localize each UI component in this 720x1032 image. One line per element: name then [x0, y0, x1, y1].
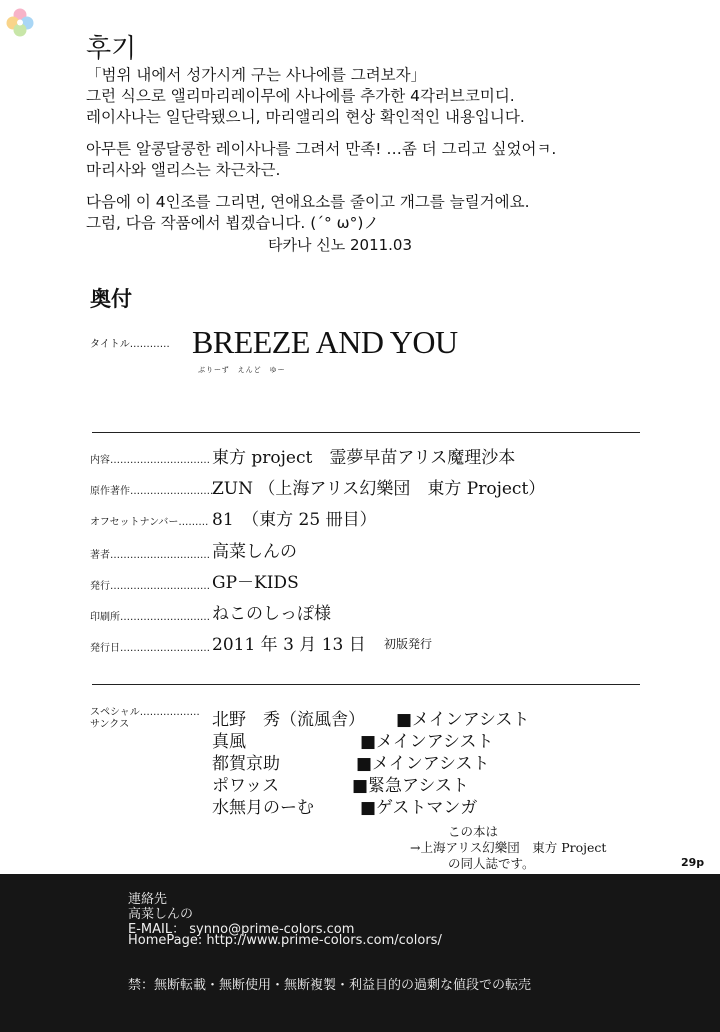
divider — [92, 684, 640, 685]
afterword-line: 그런 식으로 앨리마리레이무에 사나에를 추가한 4각러브코미디. — [86, 87, 515, 105]
afterword-line: 레이사나는 일단락됐으니, 마리앨리의 현상 확인적인 내용입니다. — [86, 108, 525, 126]
field-value-content: 東方 project 霊夢早苗アリス魔理沙本 — [212, 448, 516, 468]
afterword-line: 아무튼 알콩달콩한 레이사나를 그려서 만족! …좀 더 그리고 싶었어ㅋ. — [86, 140, 557, 158]
contact-name: 高菜しんの — [128, 907, 194, 922]
divider — [92, 432, 640, 433]
copyright-notice: 禁：無断転載・無断使用・無断複製・利益目的の過剰な値段での転売 — [128, 978, 532, 993]
field-value-printer: ねこのしっぽ様 — [212, 604, 331, 624]
field-label-author: 著者………………………… — [90, 550, 210, 561]
contact-email: E-MAIL： synno@prime-colors.com — [128, 922, 355, 937]
field-label-printer: 印刷所……………………… — [90, 612, 210, 623]
thanks-role: ■緊急アシスト — [352, 776, 469, 796]
thanks-role: ■メインアシスト — [360, 732, 494, 752]
afterword-title: 후기 — [86, 34, 137, 64]
contact-homepage: HomePage: http://www.prime-colors.com/colors/ — [128, 933, 442, 948]
contact-heading: 連絡先 — [128, 892, 168, 907]
thanks-label: スペシャル……………… — [90, 707, 200, 718]
thanks-name: 都賀京助 — [212, 754, 280, 774]
doujin-note-line: この本は — [448, 824, 499, 839]
afterword-signature: 타카나 신노 2011.03 — [268, 236, 413, 254]
thanks-role: ■メインアシスト — [356, 754, 490, 774]
thanks-name: 北野 秀（流風舎） — [212, 710, 365, 730]
doujin-note-line: →上海アリス幻樂団 東方 Project — [410, 840, 607, 855]
thanks-name: 水無月のーむ — [212, 798, 314, 818]
thanks-role: ■ゲストマンガ — [360, 798, 478, 818]
page-number: 29p — [681, 856, 705, 869]
clover-logo-icon — [4, 6, 36, 38]
thanks-role: ■メインアシスト — [396, 710, 530, 730]
field-value-offset-number: 81 （東方 25 冊目） — [212, 510, 377, 530]
book-title-reading: ぶりーず えんど ゆー — [198, 366, 286, 374]
afterword-line: 「범위 내에서 성가시게 구는 사나에를 그려보자」 — [86, 66, 427, 84]
first-edition-note: 初版発行 — [384, 637, 433, 651]
field-value-original-work: ZUN （上海アリス幻樂団 東方 Project） — [212, 479, 546, 499]
contact-footer — [0, 874, 720, 1032]
field-label-offset-number: オフセットナンバー……… — [90, 517, 209, 528]
thanks-label: サンクス — [90, 719, 130, 730]
field-value-author: 高菜しんの — [212, 542, 297, 562]
afterword-line: 그럼, 다음 작품에서 뵙겠습니다. (´° ω°)ノ — [86, 214, 379, 232]
afterword-line: 다음에 이 4인조를 그리면, 연애요소를 줄이고 개그를 늘릴거에요. — [86, 193, 530, 211]
book-title: BREEZE AND YOU — [192, 324, 458, 360]
thanks-name: ポワッス — [212, 776, 280, 796]
thanks-name: 真風 — [212, 732, 246, 752]
field-value-publisher: GP－KIDS — [212, 573, 299, 593]
field-label-original-work: 原作著作……………………… — [90, 486, 220, 497]
field-value-publish-date: 2011 年 3 月 13 日 — [212, 635, 366, 655]
field-label-publish-date: 発行日……………………… — [90, 643, 210, 654]
field-label-publisher: 発行………………………… — [90, 581, 210, 592]
colophon-heading: 奥付 — [90, 286, 132, 311]
afterword-line: 마리사와 앨리스는 차근차근. — [86, 161, 281, 179]
field-label-content: 内容………………………… — [90, 455, 210, 466]
title-label: タイトル………… — [90, 339, 170, 350]
doujin-note-line: の同人誌です。 — [448, 856, 535, 871]
